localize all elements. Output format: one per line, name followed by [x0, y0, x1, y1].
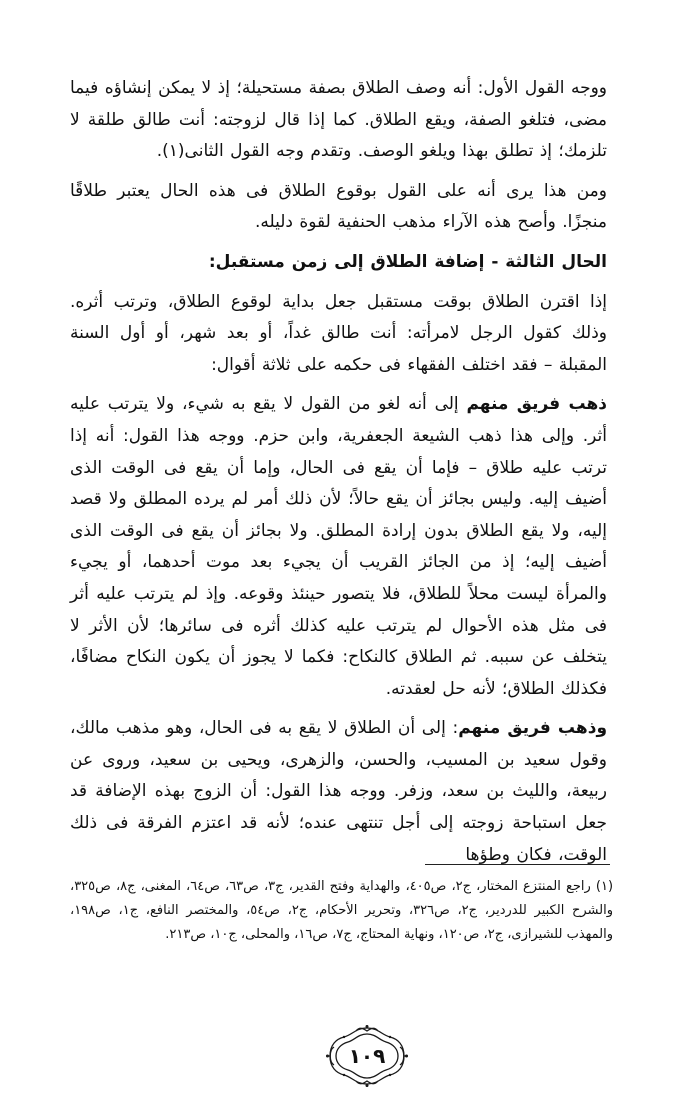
- paragraph-4-lead: ذهب فريق منهم: [466, 394, 607, 415]
- main-text: [70, 73, 607, 871]
- paragraph-3: [70, 287, 607, 382]
- paragraph-3-text: إذا اقترن الطلاق بوقت مستقبل جعل بداية لوقوع الطلاق، وترتب أثره. وذلك كقول الرجل لامرأته: أنت طالق غداً، أو بعد شهر، أو أول السنة المقبلة – فقد اختلف الفقهاء فى حكمه على ثلاثة أقوال:: [70, 291, 607, 375]
- paragraph-1-text: ووجه القول الأول: أنه وصف الطلاق بصفة مستحيلة؛ إذ لا يمكن إنشاؤه فيما مضى، فتلغو الصفة، ويقع الطلاق. كما إذا قال لزوجته: أنت طالق طلقة لا تلزمك؛ إذ تطلق بهذا ويلغو الوصف. وتقدم وجه القول الثانى(١).: [70, 78, 607, 162]
- section-heading-text: الحال الثالثة - إضافة الطلاق إلى زمن مستقبل:: [208, 251, 607, 272]
- paragraph-2: [70, 176, 607, 239]
- footnotes: [70, 875, 613, 947]
- paragraph-1: [70, 73, 607, 168]
- paragraph-4-text: إلى أنه لغو من القول لا يقع به شيء، ولا يترتب عليه أثر. وإلى هذا ذهب الشيعة الجعفرية، وابن حزم. ووجه هذا القول: أنه إذا ترتب عليه طلاق – فإما أن يقع فى الحال، وإما أن يقع فى الوقت الذى أضيف إليه. وليس بجائز أن يقع حالاً؛ لأن ذلك أمر لم يرده المطلق ولا قصد إليه، ولا يقع الطلاق بدون إرادة المطلق. ولا بجائز أن يقع فى الوقت الذى أضيف إليه؛ إذ من الجائز القريب أن يجيء بعد موت أحدهما، أو يجيء والمرأة ليست محلاً للطلاق، فلا يتصور حينئذ وقوعه. وإذ لم يترتب عليه أثر فى مثل هذه الأحوال لم يترتب عليه كذلك أثره فى سائرها؛ لأن الأثر لا يتخلف عن سببه. ثم الطلاق كالنكاح: فكما لا يجوز أن يكون النكاح مضافًا، فكذلك الطلاق؛ لأنه حل لعقدته.: [70, 394, 607, 699]
- footnote-separator: [425, 864, 610, 865]
- paragraph-5-text: : إلى أن الطلاق لا يقع به فى الحال، وهو مذهب مالك، وقول سعيد بن المسيب، والحسن، والزهرى، ويحيى بن سعيد، وروى عن ربيعة، والليث بن سعد، وزفر. ووجه هذا القول: أن الزوج بهذه الإضافة قد جعل استباحة زوجته إلى أجل تنتهى عنده؛ لأنه قد اعتزم الفرقة فى ذلك الوقت، فكان وطؤها: [70, 718, 607, 865]
- footnote-1: (١) راجع المنتزع المختار، ج٢، ص٤٠٥، والهداية وفتح القدير، ج٣، ص٦٣، ص٦٤، المغنى، ج٨، ص٣٢٥، والشرح الكبير للدردير، ج٢، ص٣٢٦، وتحرير الأحكام، ج٢، ص٥٤، والمختصر النافع، ج١، ص١٩٨، والمهذب للشيرازى، ج٢، ص١٢٠، ونهاية المحتاج، ج٧، ص١٦، والمحلى، ج١٠، ص٢١٣.: [70, 879, 614, 942]
- section-heading: [70, 247, 607, 279]
- paragraph-4: [70, 389, 607, 705]
- paragraph-5-lead: وذهب فريق منهم: [458, 718, 608, 739]
- paragraph-5: [70, 713, 607, 871]
- page-number: ١٠٩: [348, 1044, 386, 1068]
- paragraph-2-text: ومن هذا يرى أنه على القول بوقوع الطلاق فى هذه الحال يعتبر طلاقًا منجزًا. وأصح هذه الآراء مذهب الحنفية لقوة دليله.: [70, 180, 607, 233]
